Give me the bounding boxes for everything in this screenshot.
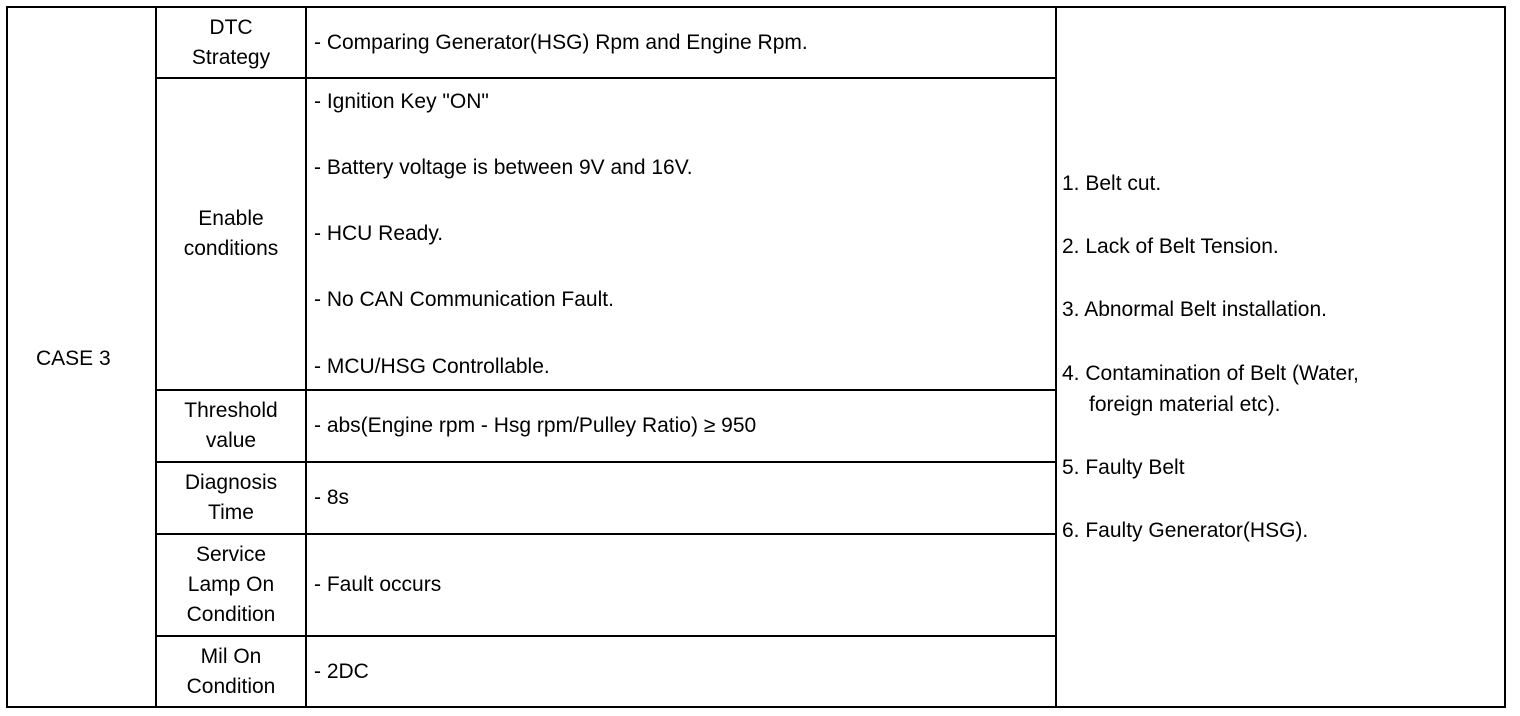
column-divider [1055,7,1057,708]
label-line: Condition [186,675,276,698]
value-enable-condition: - Battery voltage is between 9V and 16V. [314,156,693,179]
label-line: Enable [198,207,264,230]
cause-item: 4. Contamination of Belt (Water, [1062,362,1359,385]
label-line: Service [195,543,267,566]
label-line: conditions [183,237,279,260]
row-label-enable-conditions [157,79,305,389]
value-threshold: - abs(Engine rpm - Hsg rpm/Pulley Ratio) ≥ 950 [314,414,757,437]
cause-item: 6. Faulty Generator(HSG). [1062,519,1309,542]
label-line: Mil On [200,645,262,668]
cause-item: 1. Belt cut. [1062,172,1162,195]
case-label: CASE 3 [36,347,111,370]
row-label-diagnosis-time [157,463,305,533]
label-line: Condition [186,603,276,626]
value-dtc-strategy: - Comparing Generator(HSG) Rpm and Engine Rpm. [314,31,808,54]
row-label-service-lamp [157,535,305,635]
value-enable-condition: - MCU/HSG Controllable. [314,355,550,378]
value-service-lamp: - Fault occurs [314,573,442,596]
label-line: value [205,429,257,452]
value-enable-condition: - Ignition Key "ON" [314,90,489,113]
label-line: Strategy [191,45,271,69]
value-mil-on: - 2DC [314,660,369,683]
cause-item-continuation: foreign material etc). [1089,393,1281,416]
label-line: DTC [209,15,253,39]
cause-item: 2. Lack of Belt Tension. [1062,235,1279,258]
value-diagnosis-time: - 8s [314,486,350,509]
label-line: Lamp On [187,573,275,596]
column-divider [305,7,307,708]
value-enable-condition: - No CAN Communication Fault. [314,288,614,311]
label-line: Threshold [184,399,278,422]
label-line: Time [208,501,254,524]
value-enable-condition: - HCU Ready. [314,222,444,245]
row-label-dtc-strategy [157,8,305,77]
cause-item: 5. Faulty Belt [1062,456,1185,479]
label-line: Diagnosis [184,471,278,494]
row-label-threshold-value [157,391,305,461]
row-label-mil-on [157,637,305,707]
cause-item: 3. Abnormal Belt installation. [1062,298,1327,321]
